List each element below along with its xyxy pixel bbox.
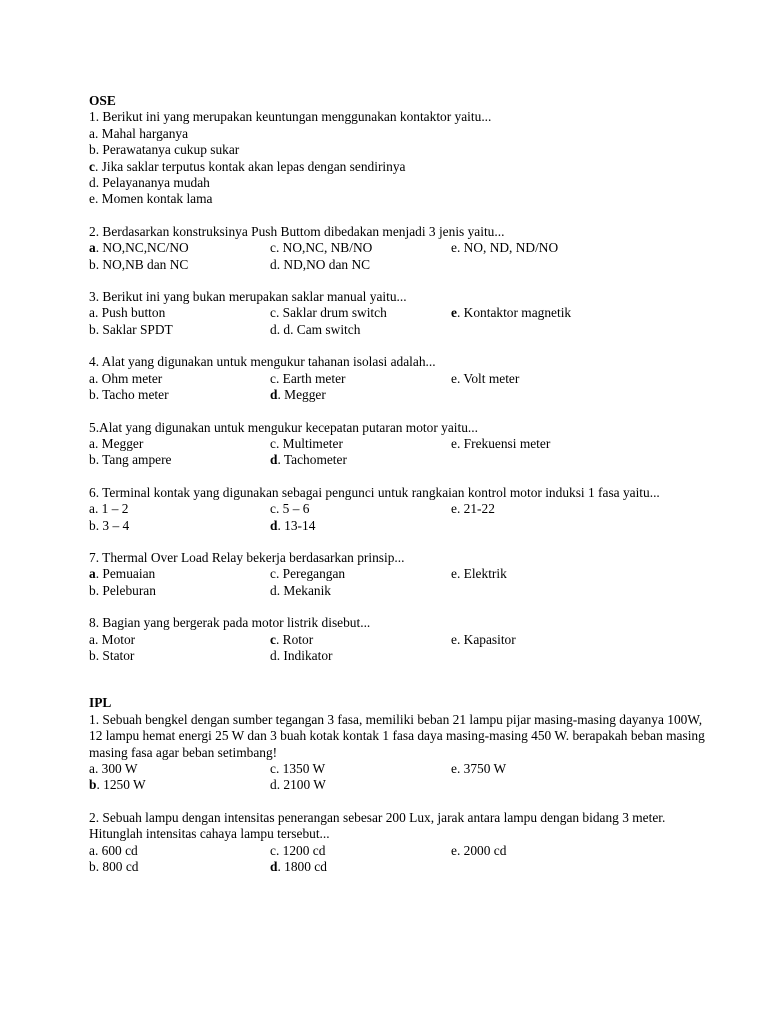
question-6 [89, 485, 709, 534]
option-separator: . [95, 582, 103, 598]
answer-option-c [270, 843, 451, 859]
answer-option-a [89, 501, 270, 517]
question-8 [89, 615, 709, 664]
option-separator: . [456, 435, 464, 451]
answer-option-b [89, 518, 270, 534]
option-text: 1800 cd [284, 859, 327, 875]
option-text: Frekuensi meter [463, 435, 551, 451]
option-letter: b [89, 582, 96, 598]
answer-option-d [270, 859, 451, 875]
answer-option-c [89, 159, 709, 175]
option-separator: . [95, 517, 103, 533]
answer-option-e [451, 371, 651, 387]
option-letter: d [89, 175, 96, 191]
section-heading: IPL [89, 695, 112, 711]
answer-option-e [451, 843, 651, 859]
option-text: Pemuaian [102, 566, 156, 582]
answer-option-a [89, 305, 270, 321]
option-separator: . [277, 452, 284, 468]
option-letter: e [451, 305, 457, 321]
option-letter: b [89, 517, 96, 533]
option-letter: e [451, 761, 457, 776]
option-letter: b [89, 859, 96, 875]
option-separator: . [95, 175, 103, 191]
question-3 [89, 289, 709, 338]
answer-option-d [270, 322, 451, 338]
question-text: 3. Berikut ini yang bukan merupakan saklar manual yaitu... [89, 289, 407, 305]
answer-option-d [270, 518, 451, 534]
option-row [89, 371, 709, 387]
answer-option-e [451, 632, 651, 648]
option-text: Kontaktor magnetik [463, 305, 572, 321]
option-separator: . [95, 321, 103, 337]
option-separator: . [95, 387, 103, 403]
answer-option-c [270, 566, 451, 582]
question-text: 4. Alat yang digunakan untuk mengukur tahanan isolasi adalah... [89, 354, 436, 370]
option-separator: . [275, 842, 283, 858]
option-separator: . [276, 256, 284, 272]
option-separator: . [456, 305, 464, 321]
section-heading: OSE [89, 93, 116, 108]
option-text: NO,NB dan NC [102, 256, 189, 272]
option-text: Jika saklar terputus kontak akan lepas dengan sendirinya [101, 158, 406, 174]
option-row [89, 518, 709, 534]
option-text: Tachometer [283, 452, 347, 468]
option-row [89, 859, 709, 875]
option-text: Ohm meter [101, 370, 163, 386]
answer-option-e [451, 501, 651, 517]
answer-option-e [89, 191, 709, 207]
option-letter: e [451, 370, 457, 386]
option-text: Kapasitor [463, 631, 516, 647]
answer-option-c [270, 240, 451, 256]
answer-option-c [270, 371, 451, 387]
option-letter: e [451, 566, 457, 582]
option-separator: . [275, 240, 283, 256]
option-text: Saklar SPDT [102, 321, 173, 337]
option-text: Mahal harganya [101, 125, 189, 141]
answer-option-a [89, 240, 270, 256]
option-separator: . [94, 158, 102, 174]
answer-option-d [270, 777, 451, 793]
question-text: 6. Terminal kontak yang digunakan sebagai pengunci untuk rangkaian kontrol motor induksi 1 fasa yaitu... [89, 484, 660, 500]
option-letter: e [451, 631, 457, 647]
option-letter: c [270, 501, 276, 517]
section-ipl [89, 695, 709, 875]
option-separator: . [275, 761, 283, 776]
option-text: 21-22 [463, 501, 495, 517]
answer-option-c [270, 632, 451, 648]
option-letter: a [89, 501, 95, 517]
option-letter: e [451, 842, 457, 858]
option-text: 2100 W [283, 777, 326, 793]
document-page [89, 93, 709, 891]
answer-option-e [451, 436, 651, 452]
option-letter: d [270, 517, 278, 533]
answer-option-b [89, 583, 270, 599]
option-text: Saklar drum switch [282, 305, 387, 321]
option-letter: d [270, 859, 278, 875]
option-text: Peregangan [282, 566, 346, 582]
option-text: Megger [101, 435, 144, 451]
option-separator: . [456, 240, 464, 256]
option-text: Earth meter [282, 370, 346, 386]
option-letter: c [270, 842, 276, 858]
option-letter: d [270, 582, 277, 598]
option-separator: . [95, 256, 103, 272]
option-separator: . [275, 566, 283, 582]
answer-option-a [89, 436, 270, 452]
question-text: 7. Thermal Over Load Relay bekerja berdasarkan prinsip... [89, 549, 405, 565]
option-row [89, 257, 709, 273]
option-separator: . [275, 370, 283, 386]
option-separator: . [456, 566, 464, 582]
answer-option-a [89, 843, 270, 859]
option-separator: . [94, 191, 102, 207]
option-row [89, 648, 709, 664]
answer-option-d [89, 175, 709, 191]
option-text: 3750 W [463, 761, 507, 776]
option-letter: b [89, 777, 97, 793]
option-separator: . [277, 517, 285, 533]
option-separator: . [276, 777, 284, 793]
answer-option-e [451, 305, 651, 321]
option-letter: c [89, 158, 95, 174]
option-letter: a [89, 305, 95, 321]
question-text: 2. Sebuah lampu dengan intensitas penerangan sebesar 200 Lux, jarak antara lampu dengan bidang 3 meter. Hitunglah intensitas cahaya lampu tersebut... [89, 809, 666, 842]
option-separator: . [276, 582, 284, 598]
option-row [89, 501, 709, 517]
answer-option-d [270, 387, 451, 403]
option-text: 1 – 2 [101, 501, 129, 517]
option-text: NO,NC,NC/NO [102, 240, 189, 256]
option-separator: . [94, 435, 102, 451]
answer-option-b [89, 859, 270, 875]
question-2 [89, 224, 709, 273]
option-separator: . [95, 452, 103, 468]
option-separator: . [95, 566, 103, 582]
question-4 [89, 354, 709, 403]
option-letter: d [270, 321, 277, 337]
option-text: Perawatanya cukup sukar [102, 142, 240, 158]
option-separator: . [456, 370, 464, 386]
option-letter: d [270, 387, 278, 403]
option-letter: b [89, 142, 96, 158]
option-text: Momen kontak lama [101, 191, 213, 207]
option-separator: . [277, 859, 285, 875]
option-separator: . [275, 435, 283, 451]
option-letter: d [270, 647, 277, 663]
option-text: NO, ND, ND/NO [463, 240, 559, 256]
question-text: 1. Berikut ini yang merupakan keuntungan menggunakan kontaktor yaitu... [89, 109, 492, 125]
option-letter: c [270, 305, 276, 321]
answer-option-c [270, 305, 451, 321]
option-text: 300 W [101, 761, 138, 776]
option-row [89, 240, 709, 256]
answer-option-c [270, 501, 451, 517]
option-row [89, 566, 709, 582]
option-letter: a [89, 842, 95, 858]
option-letter: c [270, 631, 276, 647]
answer-option-a [89, 126, 709, 142]
option-separator: . [456, 761, 464, 776]
option-row [89, 305, 709, 321]
option-separator: . [94, 631, 102, 647]
option-text: Megger [284, 387, 326, 403]
option-letter: e [451, 501, 457, 517]
option-row [89, 452, 709, 468]
option-row [89, 843, 709, 859]
option-text: Push button [101, 305, 166, 321]
option-separator: . [95, 647, 103, 663]
option-separator: . [276, 647, 284, 663]
option-letter: b [89, 647, 96, 663]
answer-option-b [89, 322, 270, 338]
option-letter: d [270, 256, 277, 272]
option-separator: . [456, 631, 464, 647]
option-separator: . [277, 387, 285, 403]
option-text: Peleburan [102, 582, 156, 598]
option-letter: b [89, 256, 96, 272]
option-separator: . [94, 761, 102, 776]
option-letter: c [270, 761, 276, 776]
option-separator: . [94, 370, 102, 386]
option-text: 1250 W [103, 777, 146, 793]
option-text: Indikator [283, 647, 333, 663]
option-text: Mekanik [283, 582, 332, 598]
option-separator: . [96, 777, 104, 793]
option-separator: . [456, 842, 464, 858]
option-letter: a [89, 631, 95, 647]
answer-option-b [89, 777, 270, 793]
option-letter: c [270, 240, 276, 256]
option-text: d. Cam switch [283, 321, 361, 337]
option-letter: c [270, 370, 276, 386]
option-text: Elektrik [463, 566, 507, 582]
option-text: Tang ampere [102, 452, 172, 468]
option-separator: . [275, 631, 283, 647]
option-letter: e [451, 240, 457, 256]
option-separator: . [275, 501, 283, 517]
option-text: ND,NO dan NC [283, 256, 371, 272]
question-2 [89, 810, 709, 876]
option-letter: a [89, 125, 95, 141]
option-letter: b [89, 321, 96, 337]
answer-option-e [451, 240, 651, 256]
question-5 [89, 420, 709, 469]
option-text: Stator [102, 647, 135, 663]
section-ose [89, 93, 709, 664]
option-separator: . [95, 859, 103, 875]
answer-option-d [270, 452, 451, 468]
answer-option-b [89, 452, 270, 468]
answer-option-a [89, 371, 270, 387]
option-row [89, 632, 709, 648]
option-letter: e [89, 191, 95, 207]
option-letter: d [270, 777, 277, 793]
answer-option-a [89, 566, 270, 582]
option-separator: . [94, 125, 102, 141]
question-1 [89, 712, 709, 794]
option-letter: e [451, 435, 457, 451]
option-separator: . [275, 305, 283, 321]
option-text: NO,NC, NB/NO [282, 240, 373, 256]
question-7 [89, 550, 709, 599]
answer-option-e [451, 566, 651, 582]
option-separator: . [94, 305, 102, 321]
question-text: 5.Alat yang digunakan untuk mengukur kecepatan putaran motor yaitu... [89, 419, 478, 435]
option-text: 2000 cd [463, 842, 507, 858]
option-separator: . [94, 501, 102, 517]
option-text: 600 cd [101, 842, 138, 858]
question-text: 2. Berdasarkan konstruksinya Push Buttom dibedakan menjadi 3 jenis yaitu... [89, 223, 505, 239]
answer-option-b [89, 387, 270, 403]
option-letter: b [89, 452, 96, 468]
option-text: 3 – 4 [102, 517, 130, 533]
question-text: 1. Sebuah bengkel dengan sumber tegangan 3 fasa, memiliki beban 21 lampu pijar masing-masing dayanya 100W, 12 lampu hemat energi 25 W dan 3 buah kotak kontak 1 fasa daya masing-masing 450 W. berapakah beban masing masing fasa agar beban setimbang! [89, 711, 705, 760]
option-text: 1350 W [282, 761, 326, 776]
option-letter: c [270, 566, 276, 582]
answer-option-b [89, 142, 709, 158]
option-separator: . [456, 501, 464, 517]
option-text: Tacho meter [102, 387, 169, 403]
option-text: Volt meter [463, 370, 520, 386]
option-row [89, 436, 709, 452]
option-row [89, 583, 709, 599]
question-text: 8. Bagian yang bergerak pada motor listrik disebut... [89, 615, 371, 631]
option-row [89, 387, 709, 403]
option-text: 800 cd [102, 859, 139, 875]
option-row [89, 761, 709, 777]
option-text: Motor [101, 631, 136, 647]
option-separator: . [95, 142, 103, 158]
option-letter: a [89, 761, 95, 776]
option-letter: c [270, 435, 276, 451]
option-text: 5 – 6 [282, 501, 310, 517]
option-letter: d [270, 452, 278, 468]
question-list [89, 109, 709, 664]
option-letter: a [89, 435, 95, 451]
answer-option-d [270, 257, 451, 273]
option-letter: b [89, 387, 96, 403]
answer-option-b [89, 648, 270, 664]
answer-option-c [270, 436, 451, 452]
answer-option-d [270, 648, 451, 664]
answer-option-a [89, 632, 270, 648]
option-separator: . [94, 842, 102, 858]
answer-option-e [451, 761, 651, 777]
option-text: 13-14 [284, 517, 316, 533]
answer-option-a [89, 761, 270, 777]
option-text: Multimeter [282, 435, 343, 451]
option-text: Rotor [282, 631, 314, 647]
option-letter: a [89, 240, 96, 256]
question-list [89, 712, 709, 876]
option-letter: a [89, 370, 95, 386]
option-separator: . [276, 321, 284, 337]
answer-option-c [270, 761, 451, 777]
option-row [89, 777, 709, 793]
answer-option-d [270, 583, 451, 599]
answer-option-b [89, 257, 270, 273]
option-row [89, 322, 709, 338]
option-separator: . [95, 240, 103, 256]
option-text: Pelayananya mudah [102, 175, 210, 191]
question-1 [89, 109, 709, 207]
option-letter: a [89, 566, 96, 582]
option-text: 1200 cd [282, 842, 326, 858]
